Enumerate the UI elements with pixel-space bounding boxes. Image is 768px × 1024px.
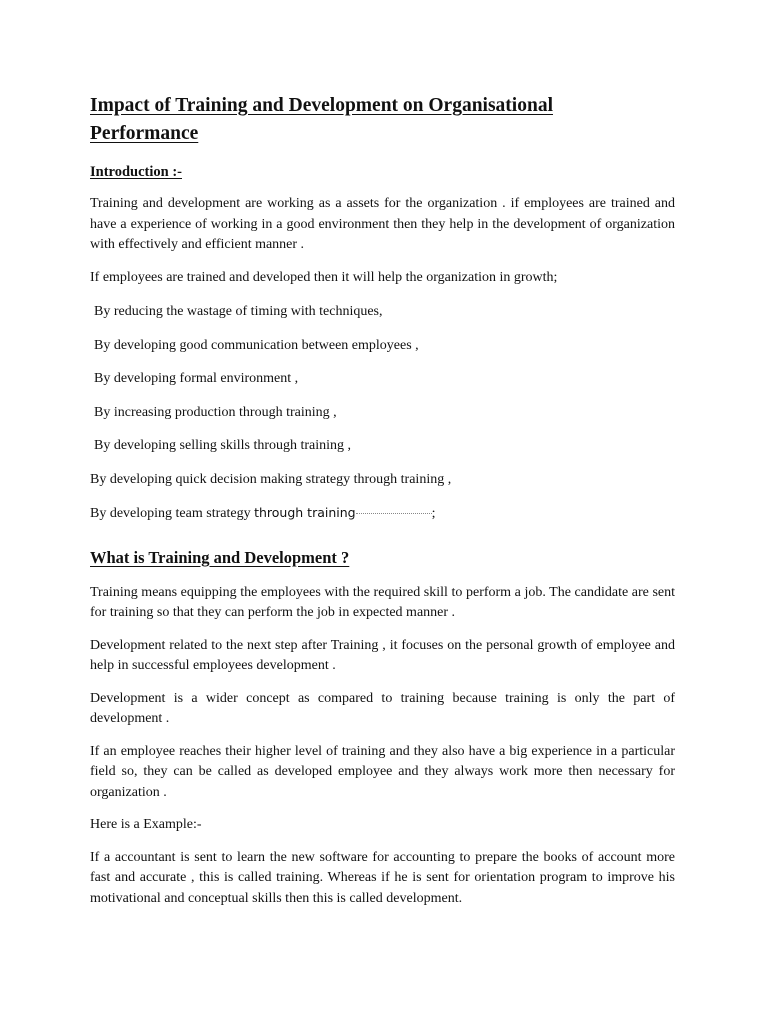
- list-item: By developing quick decision making strategy through training ,: [90, 471, 452, 487]
- list-item: By developing formal environment ,: [94, 371, 299, 386]
- introduction-heading: Introduction :-: [90, 164, 182, 180]
- list-item: By developing selling skills through training ,: [94, 438, 352, 453]
- section-paragraph: Development related to the next step after Training , it focuses on the personal growth of employee and help in successful employees development .: [90, 637, 675, 673]
- section-paragraph: Training means equipping the employees with the required skill to perform a job. The candidate are sent for training so that they can perform the job in expected manner .: [90, 584, 675, 620]
- title-line-1: Impact of Training and Development on Organisational: [90, 95, 553, 116]
- document-title: [90, 92, 675, 148]
- section-paragraph: Development is a wider concept as compared to training because training is only the part of development .: [90, 690, 675, 726]
- intro-paragraph-1: Training and development are working as a assets for the organization . if employees are trained and have a experience of working in a good environment then they help in the development of organization with effectively and efficient manner .: [90, 196, 675, 252]
- section-heading-training-development: What is Training and Development ?: [90, 547, 350, 567]
- section-paragraph: If an employee reaches their higher level of training and they also have a big experience in a particular field so, they can be called as developed employee and they always work more then necessary for organization .: [90, 743, 675, 800]
- list-item: By developing good communication between employees ,: [94, 337, 419, 353]
- section-paragraph: Here is a Example:-: [90, 817, 202, 832]
- document-page: [90, 92, 675, 921]
- section-paragraph: If a accountant is sent to learn the new software for accounting to prepare the books of account more fast and accurate , this is called training. Whereas if he is sent for orientation program to improve his motivational and conceptual skills then this is called development.: [90, 849, 675, 906]
- sans-text: through training: [254, 505, 356, 520]
- dotted-leader: [356, 513, 432, 514]
- list-item: By reducing the wastage of timing with techniques,: [94, 304, 383, 319]
- intro-paragraph-2: If employees are trained and developed then it will help the organization in growth;: [90, 269, 558, 285]
- list-item: By increasing production through training ,: [94, 404, 337, 420]
- list-item-last: By developing team strategy through training ;: [90, 505, 436, 521]
- title-line-2: Performance: [90, 123, 199, 144]
